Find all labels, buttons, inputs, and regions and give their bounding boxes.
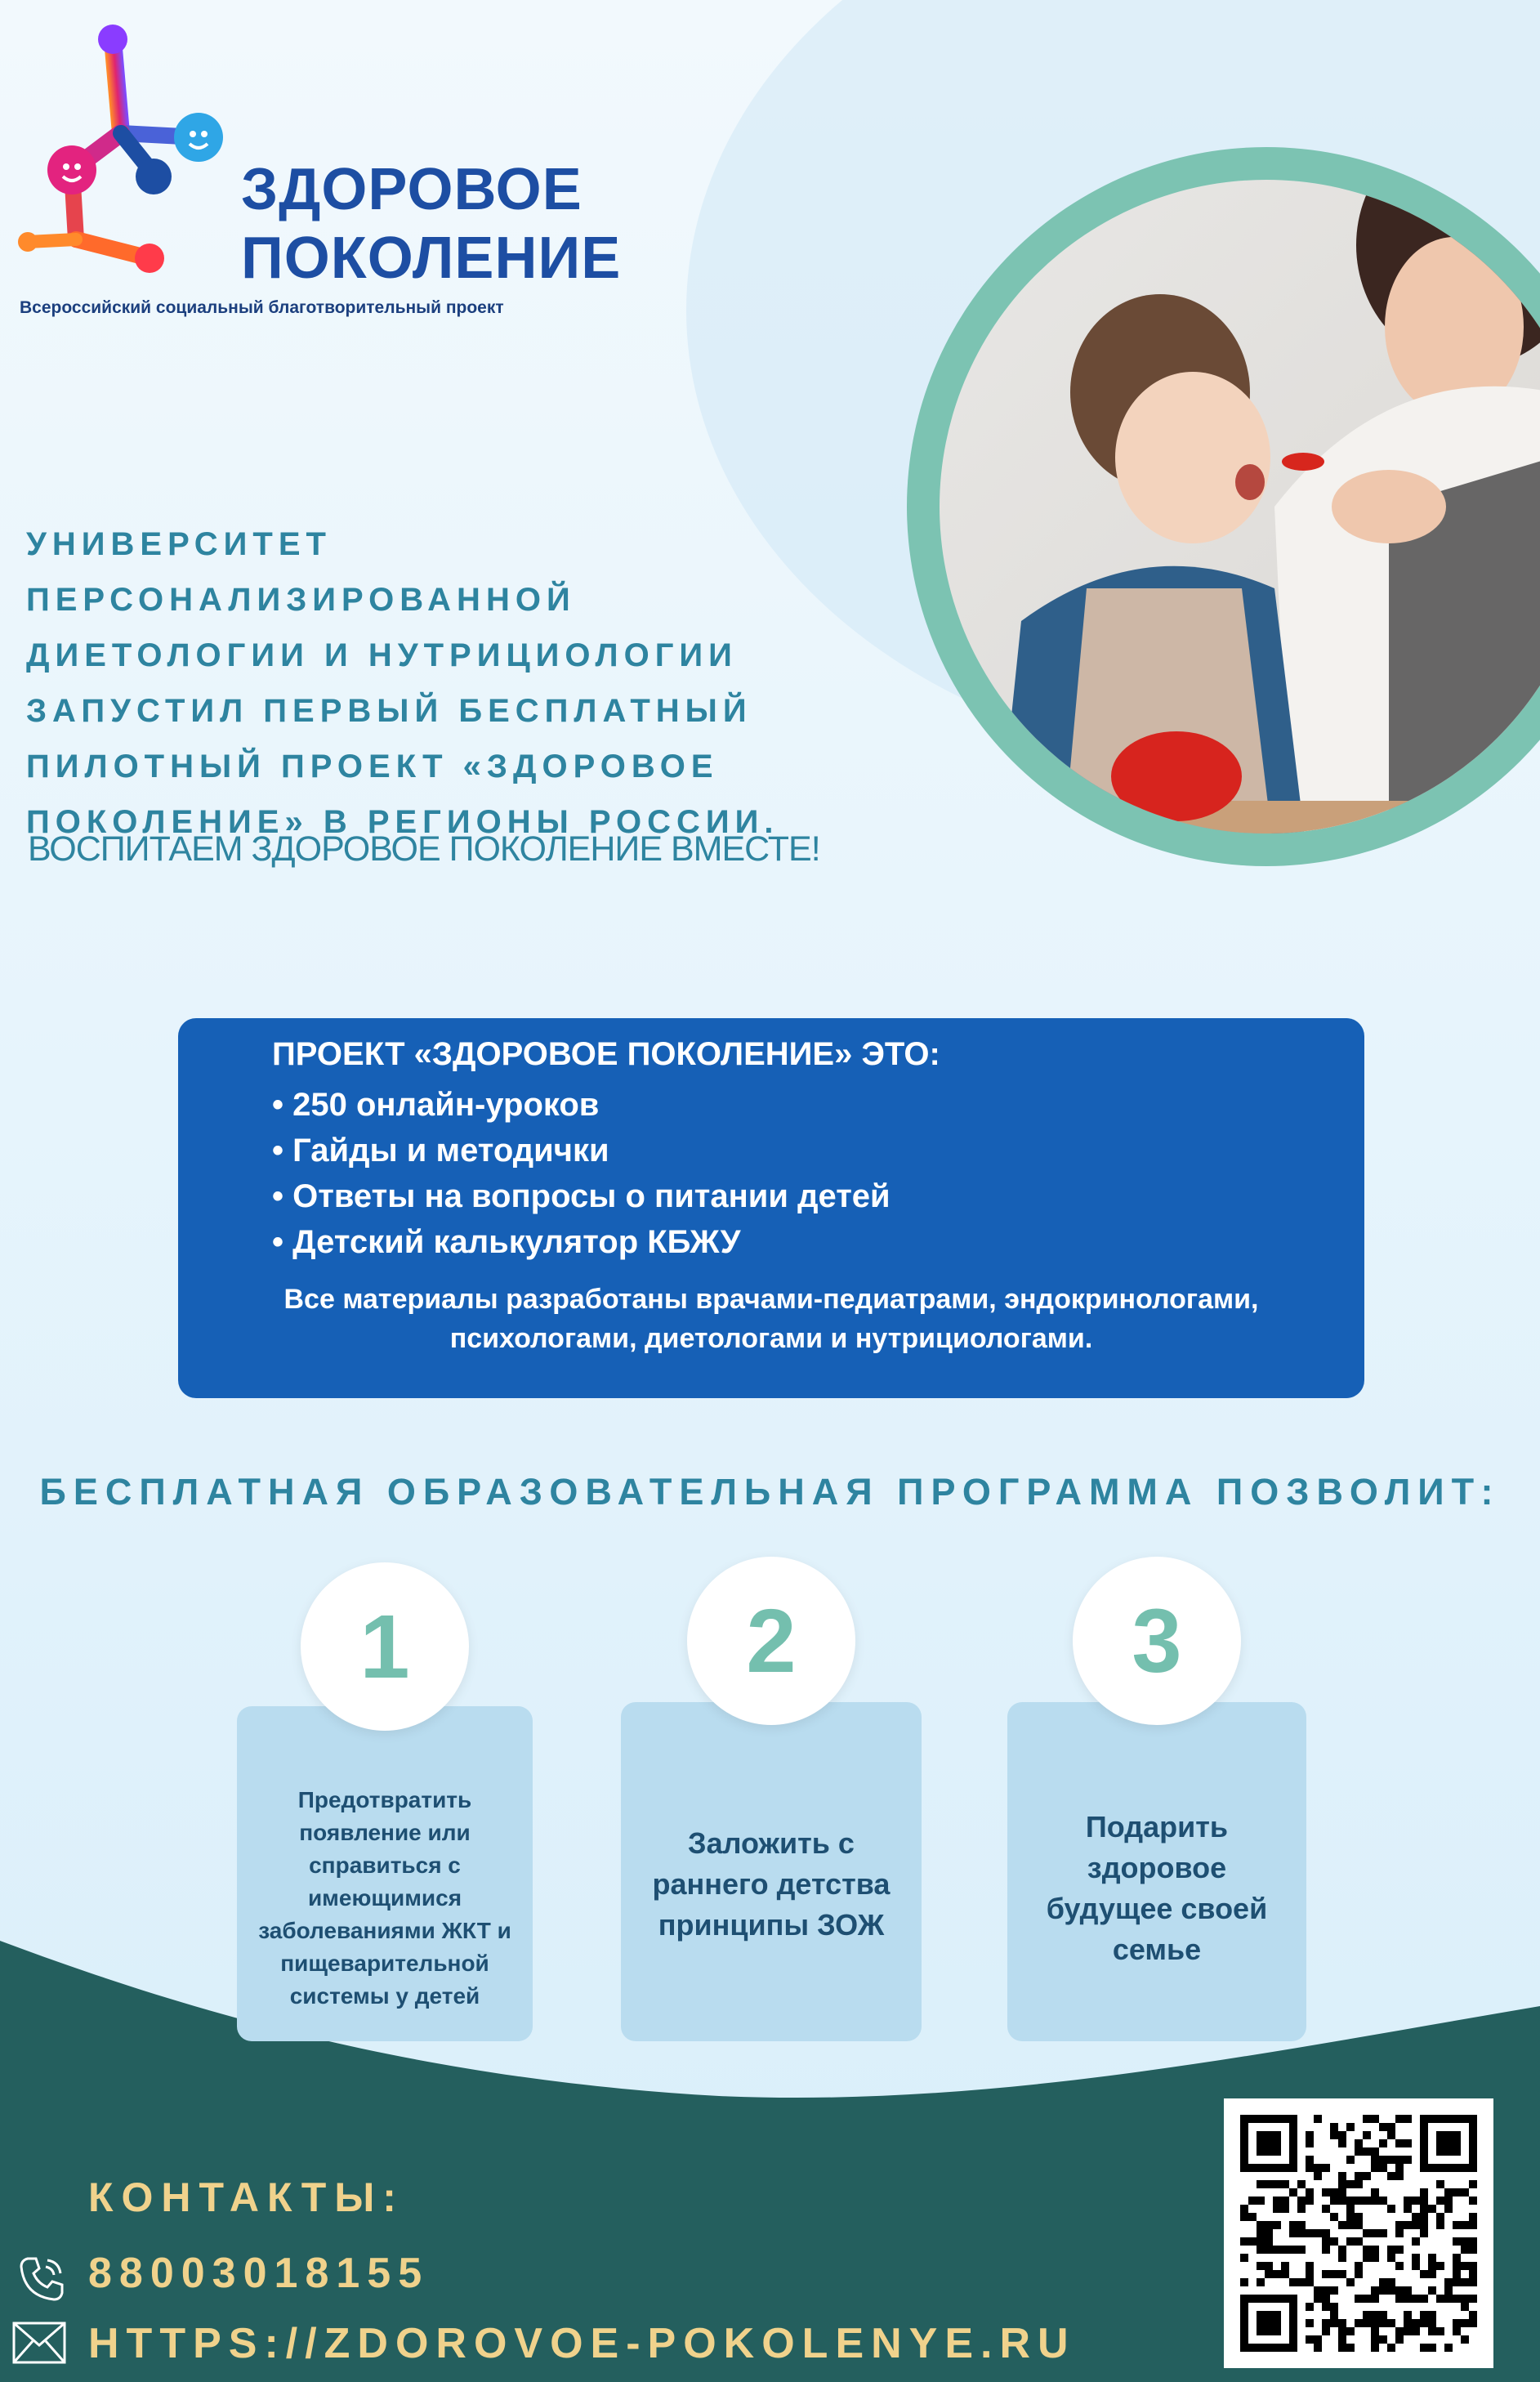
step-1-text [240, 1735, 529, 2013]
step-line: будущее своей [1046, 1891, 1268, 1925]
project-info-box [178, 1018, 1364, 1398]
step-number-3: 3 [1073, 1557, 1241, 1725]
step-line: Подарить [1085, 1809, 1229, 1843]
intro-line: ЗАПУСТИЛ ПЕРВЫЙ БЕСПЛАТНЫЙ [26, 693, 752, 729]
list-item: • Ответы на вопросы о питании детей [272, 1173, 891, 1219]
step-line: имеющимися [307, 1885, 462, 1911]
program-heading: БЕСПЛАТНАЯ ОБРАЗОВАТЕЛЬНАЯ ПРОГРАММА ПОЗВОЛИТ: [39, 1471, 1501, 1513]
mail-icon [11, 2321, 67, 2365]
step-line: Заложить с [688, 1826, 855, 1860]
step-line: раннего детства [652, 1866, 891, 1901]
logo-title-line1: ЗДОРОВОЕ [241, 157, 583, 222]
list-item: • 250 онлайн-уроков [272, 1082, 891, 1128]
step-line: пищеварительной [280, 1951, 489, 1976]
contact-website[interactable]: HTTPS://ZDOROVOE-POKOLENYE.RU [88, 2320, 1076, 2367]
list-item: • Гайды и методички [272, 1128, 891, 1173]
step-card-1 [237, 1706, 533, 2041]
step-line: справиться с [309, 1852, 461, 1878]
intro-line: ДИЕТОЛОГИИ И НУТРИЦИОЛОГИИ [26, 637, 738, 673]
step-line: принципы ЗОЖ [658, 1907, 885, 1942]
step-card-3 [1007, 1702, 1306, 2041]
step-card-2 [621, 1702, 922, 2041]
project-info-title: ПРОЕКТ «ЗДОРОВОЕ ПОКОЛЕНИЕ» ЭТО: [272, 1036, 940, 1072]
logo-title [241, 155, 699, 293]
intro-call-to-action: ВОСПИТАЕМ ЗДОРОВОЕ ПОКОЛЕНИЕ ВМЕСТЕ! [28, 829, 820, 869]
step-line: появление или [299, 1820, 471, 1845]
step-line: Предотвратить [297, 1787, 472, 1812]
phone-icon [16, 2254, 67, 2304]
step-line: семье [1112, 1932, 1202, 1966]
logo-title-line2: ПОКОЛЕНИЕ [241, 226, 622, 291]
intro-line: ПИЛОТНЫЙ ПРОЕКТ «ЗДОРОВОЕ [26, 749, 719, 784]
intro-text [26, 516, 892, 850]
step-number-1: 1 [301, 1562, 469, 1731]
contacts-title: КОНТАКТЫ: [88, 2174, 404, 2220]
intro-line: ПОКОЛЕНИЕ» В РЕГИОНЫ РОССИИ. [26, 804, 779, 840]
qr-code-icon [1224, 2098, 1493, 2368]
note-line: психологами, диетологами и нутрициологами. [449, 1323, 1093, 1354]
note-line: Все материалы разработаны врачами-педиатрами, эндокринологами, [283, 1284, 1259, 1315]
qr-code[interactable] [1224, 2098, 1493, 2368]
intro-line: УНИВЕРСИТЕТ ПЕРСОНАЛИЗИРОВАННОЙ [26, 526, 576, 618]
step-line: системы у детей [289, 1983, 480, 2009]
step-number-2: 2 [687, 1557, 855, 1725]
step-line: заболеваниями ЖКТ и [258, 1918, 511, 1943]
step-3-text [1029, 1774, 1285, 1970]
step-line: здоровое [1087, 1850, 1227, 1884]
contact-phone[interactable]: 88003018155 [88, 2250, 430, 2297]
list-item: • Детский калькулятор КБЖУ [272, 1219, 891, 1265]
project-info-list [272, 1082, 891, 1265]
logo-subtitle: Всероссийский социальный благотворительный проект [20, 298, 504, 317]
logo-molecule-icon [15, 23, 235, 284]
step-2-text [635, 1799, 908, 1946]
project-info-note [178, 1280, 1364, 1358]
